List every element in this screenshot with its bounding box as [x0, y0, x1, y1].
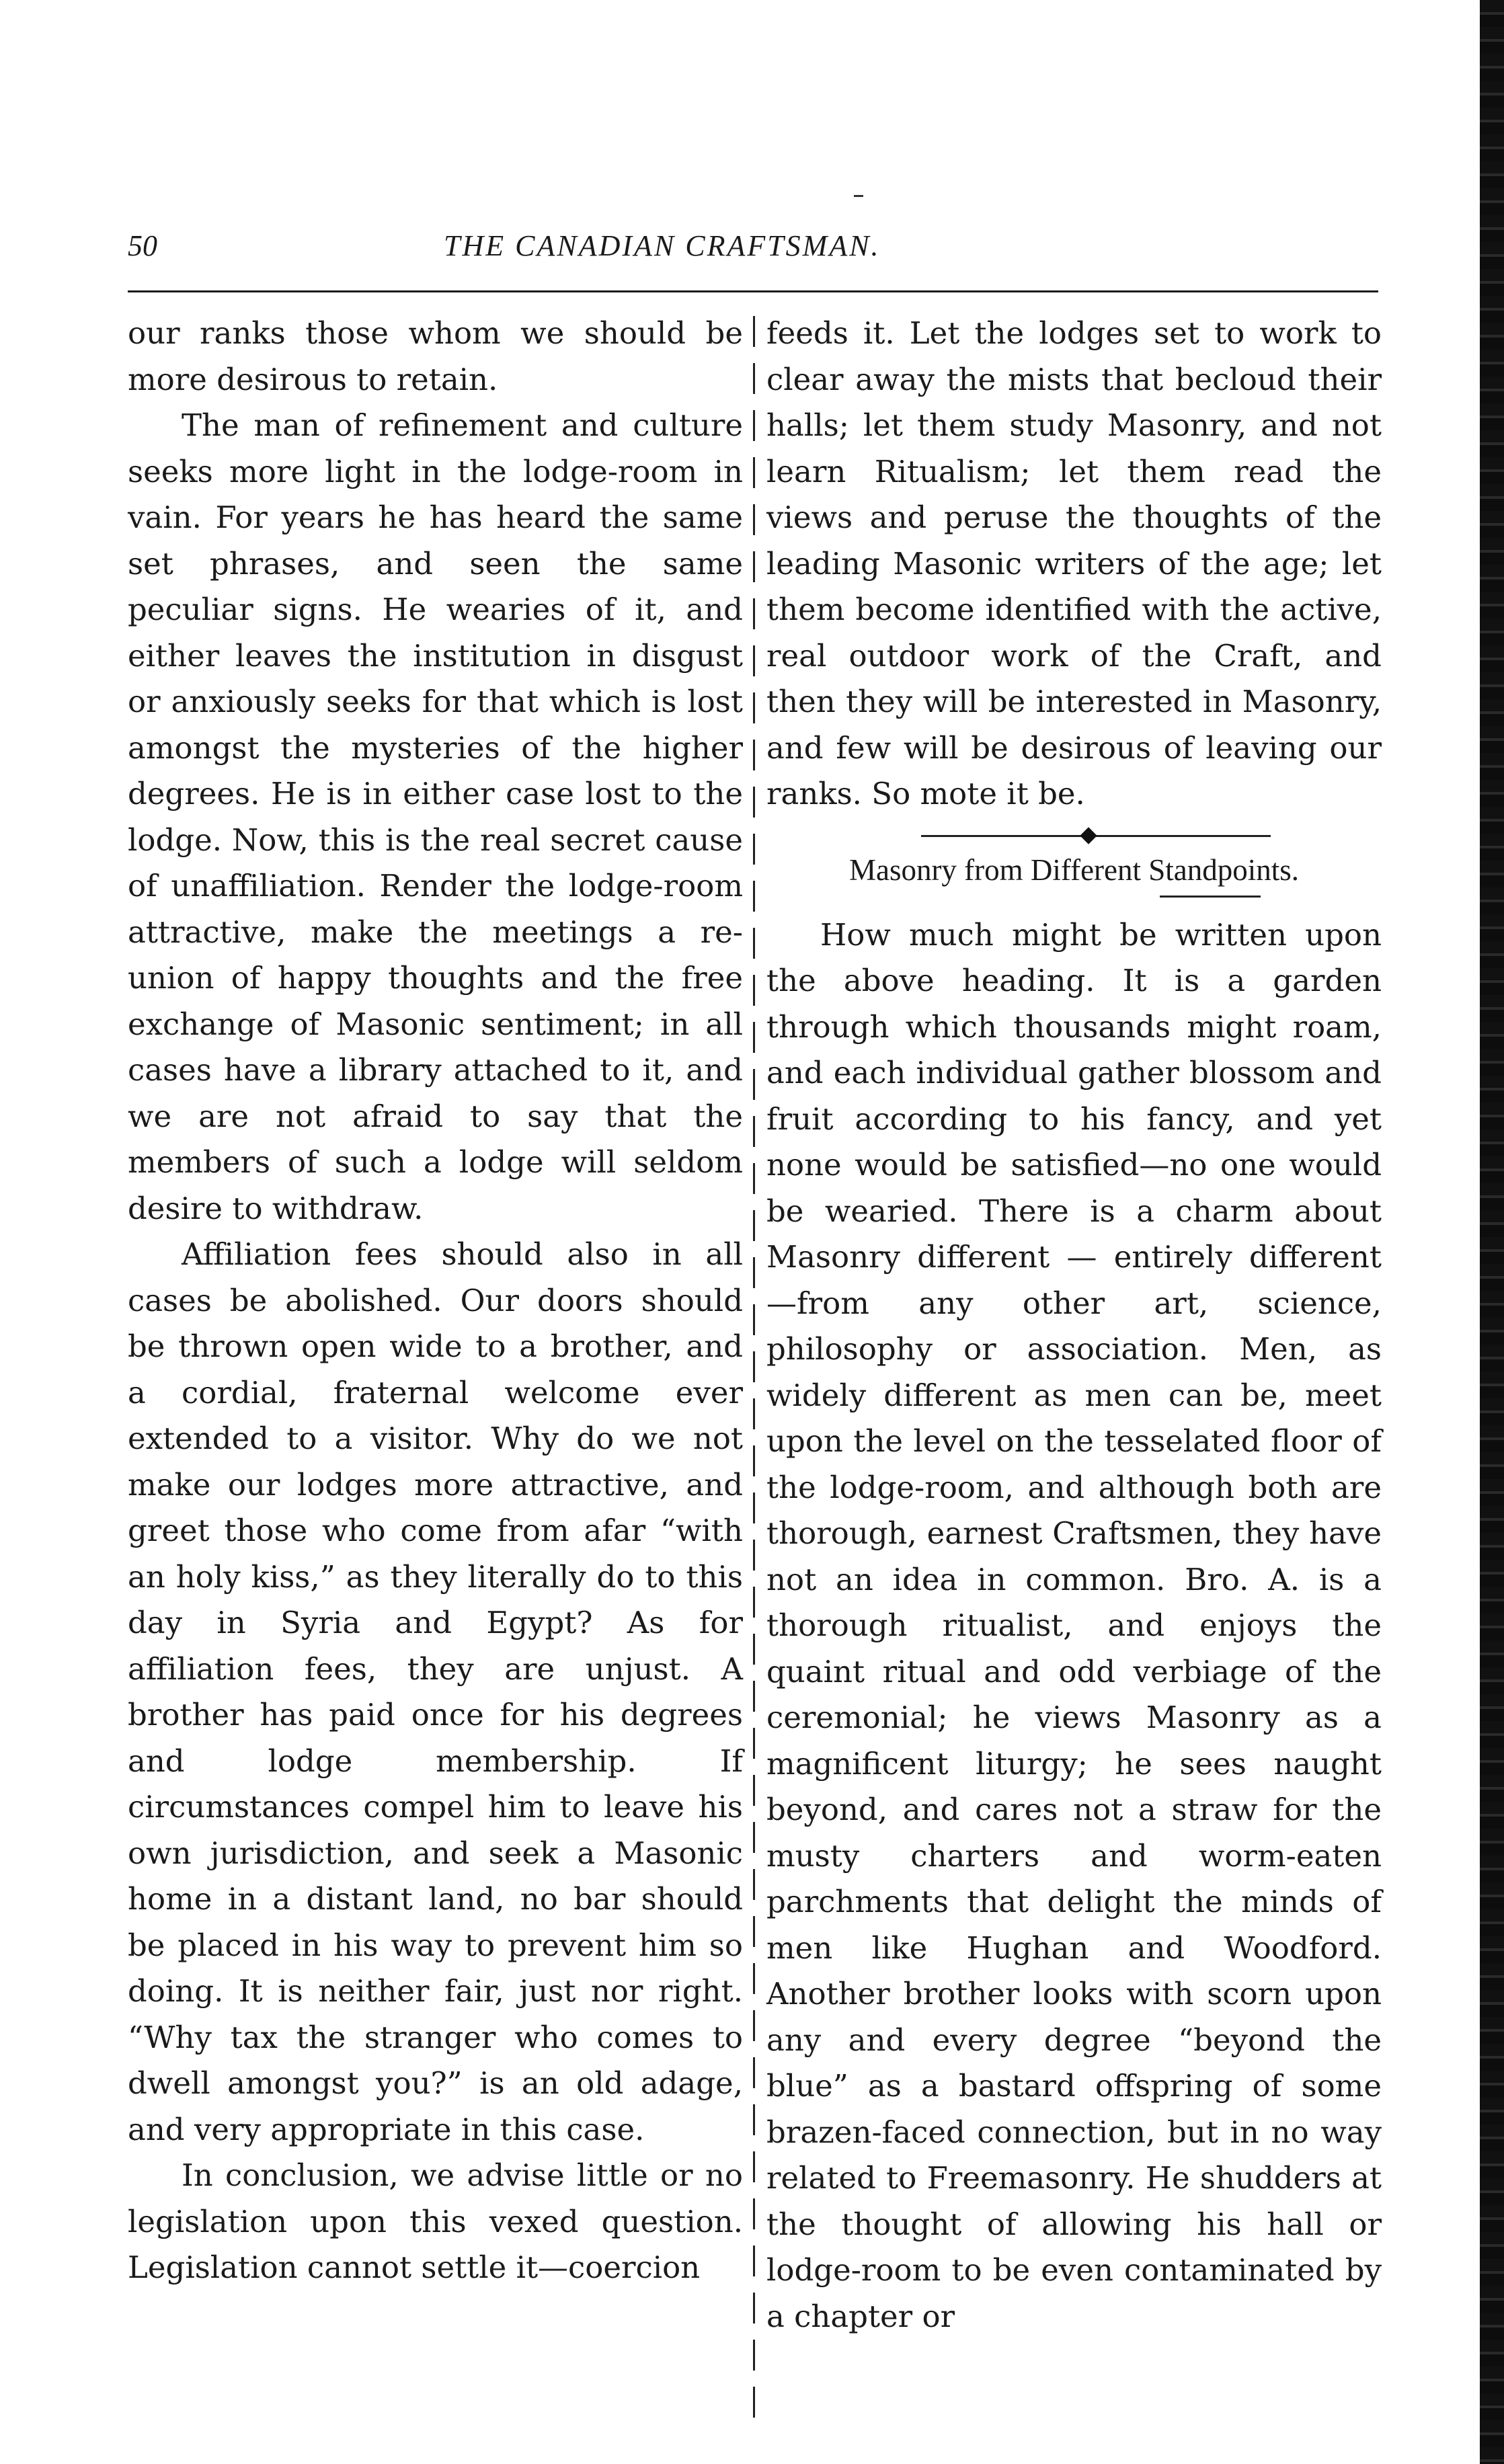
running-head — [128, 229, 1378, 282]
paragraph: The man of refinement and culture seeks more light in the lodge-room in vain. For years he has heard the same set phrases, and seen the same peculiar signs. He wearies of it, and either leaves the institution in disgust or anxiously seeks for that which is lost amongst the mysteries of the higher degrees. He is in either case lost to the lodge. Now, this is the real secret cause of unaffiliation. Render the lodge-room attractive, make the meetings a re-union of happy thoughts and the free exchange of Masonic sentiment; in all cases have a library attached to it, and we are not afraid to say that the members of such a lodge will seldom desire to withdraw. — [128, 407, 743, 1226]
page-edge-shadow — [1480, 0, 1504, 2464]
section-ornament — [766, 823, 1382, 850]
paragraph: Affiliation fees should also in all cases be abolished. Our doors should be thrown open wide to a brother, and a cordial, fraternal welcome ever extended to a visitor. Why do we not make our lodges more attractive, and greet those who come from afar “with an holy kiss,” as they literally do to this day in Syria and Egypt? As for affiliation fees, they are unjust. A brother has paid once for his degrees and lodge membership. If circumstances compel him to leave his own jurisdiction, and seek a Masonic home in a distant land, no bar should be placed in his way to prevent him so doing. It is neither fair, just nor right. “Why tax the stranger who comes to dwell amongst you?” is an old adage, and very appropriate in this case. — [128, 1236, 743, 2147]
paragraph: How much might be written upon the above heading. It is a garden through which thousands might roam, and each individual gather blossom and fruit according to his fancy, and yet none would be satisfied—no one would be wearied. There is a charm about Masonry different — entirely different—from any other art, science, philosophy or association. Men, as widely different as men can be, meet upon the level on the tesselated floor of the lodge-room, and although both are thorough, earnest Craftsmen, they have not an idea in common. Bro. A. is a thorough ritualist, and enjoys the quaint ritual and odd verbiage of the ceremonial; he views Masonry as a magnificent liturgy; he sees naught beyond, and cares not a straw for the musty charters and worm-eaten parchments that delight the minds of men like Hughan and Woodford. Another brother looks with scorn upon any and every degree “beyond the blue” as a bastard offspring of some brazen-faced connection, but in no way related to Freemasonry. He shudders at the thought of allowing his hall or lodge-room to be even contaminated by a chapter or — [766, 916, 1382, 2334]
section-heading: Masonry from Different Standpoints. — [848, 852, 1300, 887]
page-number: 50 — [128, 229, 157, 262]
print-mark — [854, 195, 863, 197]
paragraph-continued: feeds it. Let the lodges set to work to clear away the mists that becloud their halls; let them study Masonry, and not learn Ritualism; let them read the views and peruse the thoughts of the leading Masonic writers of the age; let them become identified with the active, real outdoor work of the Craft, and then they will be interested in Masonry, and few will be desirous of leaving our ranks. So mote it be. — [766, 315, 1382, 811]
paragraph: In conclusion, we advise little or no legislation upon this vexed question. Legislation cannot settle it—coercion — [128, 2157, 743, 2285]
ornament-diamond-icon — [1080, 827, 1097, 844]
header-rule — [128, 290, 1378, 292]
paragraph-continued: our ranks those whom we should be more desirous to retain. — [128, 315, 743, 397]
left-column — [128, 311, 743, 2291]
column-divider — [753, 316, 755, 2427]
heading-rule — [1160, 896, 1261, 898]
right-column — [766, 311, 1382, 2340]
journal-title: THE CANADIAN CRAFTSMAN. — [444, 229, 881, 262]
